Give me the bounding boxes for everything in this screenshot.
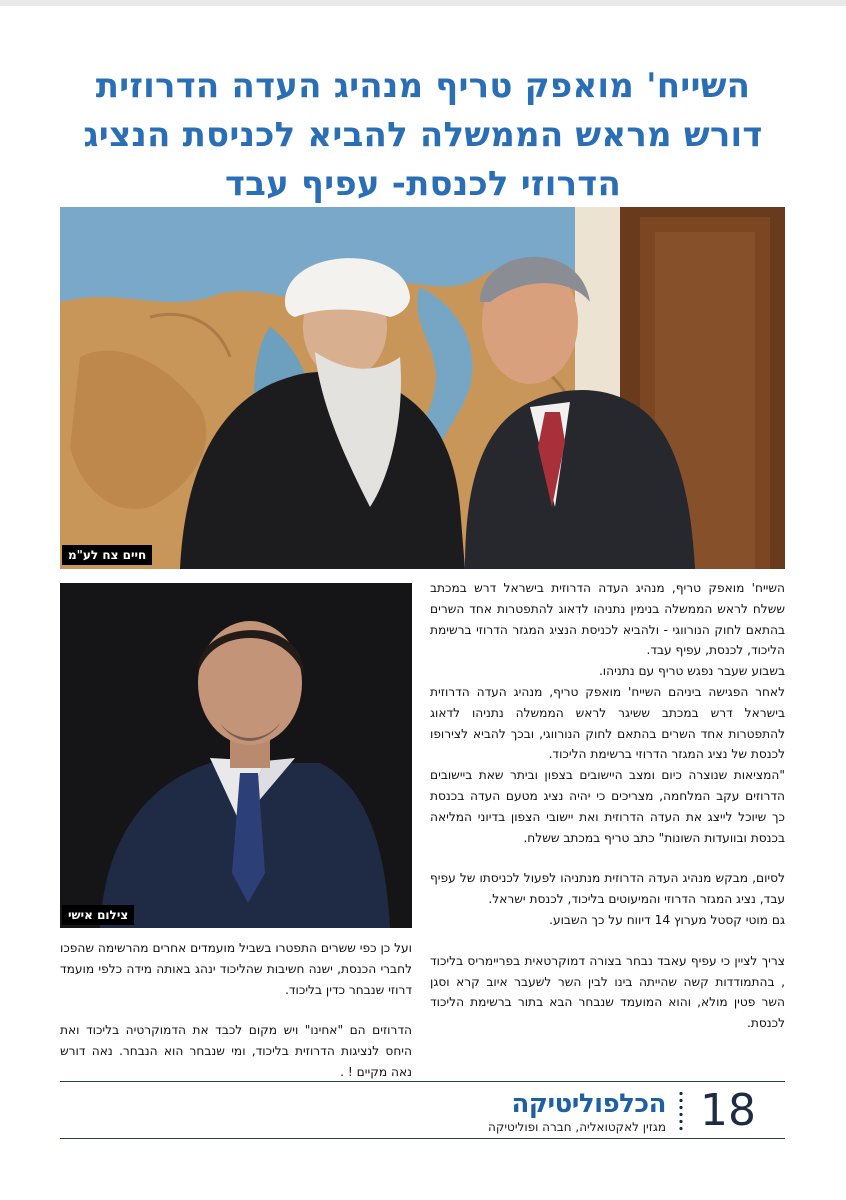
headline-line: דורש מראש הממשלה להביא לכניסת הנציג [83,115,763,155]
article-paragraph: הדרוזים הם "אחינו" ויש מקום לכבד את הדמוקרטיה בליכוד ואת היחס לנציגות הדרוזית בליכוד, ומי שנבחר הוא הנבחר. נאה דורש נאה מקיים ! . [60,1023,412,1079]
page-number: 18 [700,1085,756,1136]
article-paragraph: לסיום, מבקש מנהיג העדה הדרוזית מנתניהו לפעול לכניסתו של עפיף עבד, נציג המגזר הדרוזי והמיעוטים בליכוד, לכנסת ישראל. [430,871,785,907]
magazine-logo-text: הכלפוליטיקה [511,1089,666,1119]
magazine-brand [470,1089,666,1135]
article-paragraph: גם מוטי קסטל מערוץ 14 דיווח על כך השבוע. [549,912,785,927]
portrait-illustration [60,583,412,928]
article-paragraph: השייח' מואפק טריף, מנהיג העדה הדרוזית בישראל דרש במכתב ששלח לראש הממשלה בנימין נתניהו לדאוג להתפטרות אחד השרים בהתאם לחוק הנורווגי - ולהביא לכניסת הנציג המגזר הדרוזי ברשימת הליכוד, לכנסת, עפיף עבד. [430,581,785,658]
article-paragraph: צריך לציין כי עפיף עאבד נבחר בצורה דמוקרטאית בפריימריס בליכוד , בהתמודדות קשה שהייתה בינו לבין השר לשעבר איוב קרא וסגן השר פטין מולא, והוא המועמד שנבחר הבא בתור ברשימת הליכוד לכנסת. [430,953,785,1031]
portrait-photo [60,583,412,928]
footer-top-rule [60,1081,785,1082]
main-photo-illustration [60,207,785,569]
headline-line: הדרוזי לכנסת- עפיף עבד [224,164,622,204]
footer-dot-separator [678,1090,684,1134]
article-body-left-column [60,938,412,1083]
top-border [0,0,846,6]
paragraph-spacer [430,848,785,868]
paragraph-spacer [430,931,785,951]
article-headline [60,62,786,209]
article-paragraph: לאחר הפגישה ביניהם השייח' מואפק טריף, מנהיג העדה הדרוזית בישראל דרש במכתב ששיגר לראש הממשלה נתניהו לדאוג להתפטרות אחד השרים בהתאם לחוק הנורווגי, ובכך להביא לצירופו לכנסת של נציג המגזר הדרוזי ברשימת הליכוד. [430,684,785,762]
headline-line: השייח' מואפק טריף מנהיג העדה הדרוזית [95,66,751,106]
photo-credit-main: חיים צח לע"מ [62,545,152,565]
footer-bottom-rule [60,1138,785,1139]
paragraph-spacer [60,1000,412,1020]
main-photo-leaders-embrace [60,207,785,569]
article-paragraph: בשבוע שעבר נפגש טריף עם נתניהו. [598,664,785,679]
magazine-tagline: מגזין לאקטואליה, חברה ופוליטיקה [488,1120,666,1134]
photo-credit-portrait: צילום אישי [62,905,134,925]
article-paragraph: "המציאות שנוצרה כיום ומצב היישובים בצפון וביתר שאת ביישובים הדרוזים עקב המלחמה, מצריכים כי יהיה נציג מטעם העדה בכנסת כך שיוכל לייצג את העדה הדרוזית ואת יישובי הצפון בדיוני המליאה בכנסת ובוועדות השונות" כתב טריף במכתב ששלח. [430,768,785,845]
article-body-right-column [430,578,785,1034]
article-paragraph: ועל כן כפי ששרים התפטרו בשביל מועמדים אחרים מהרשימה שהפכו לחברי הכנסת, ישנה חשיבות שהליכוד ינהג באותה מידה כלפי מועמד דרוזי שנבחר כדין בליכוד. [60,941,412,997]
